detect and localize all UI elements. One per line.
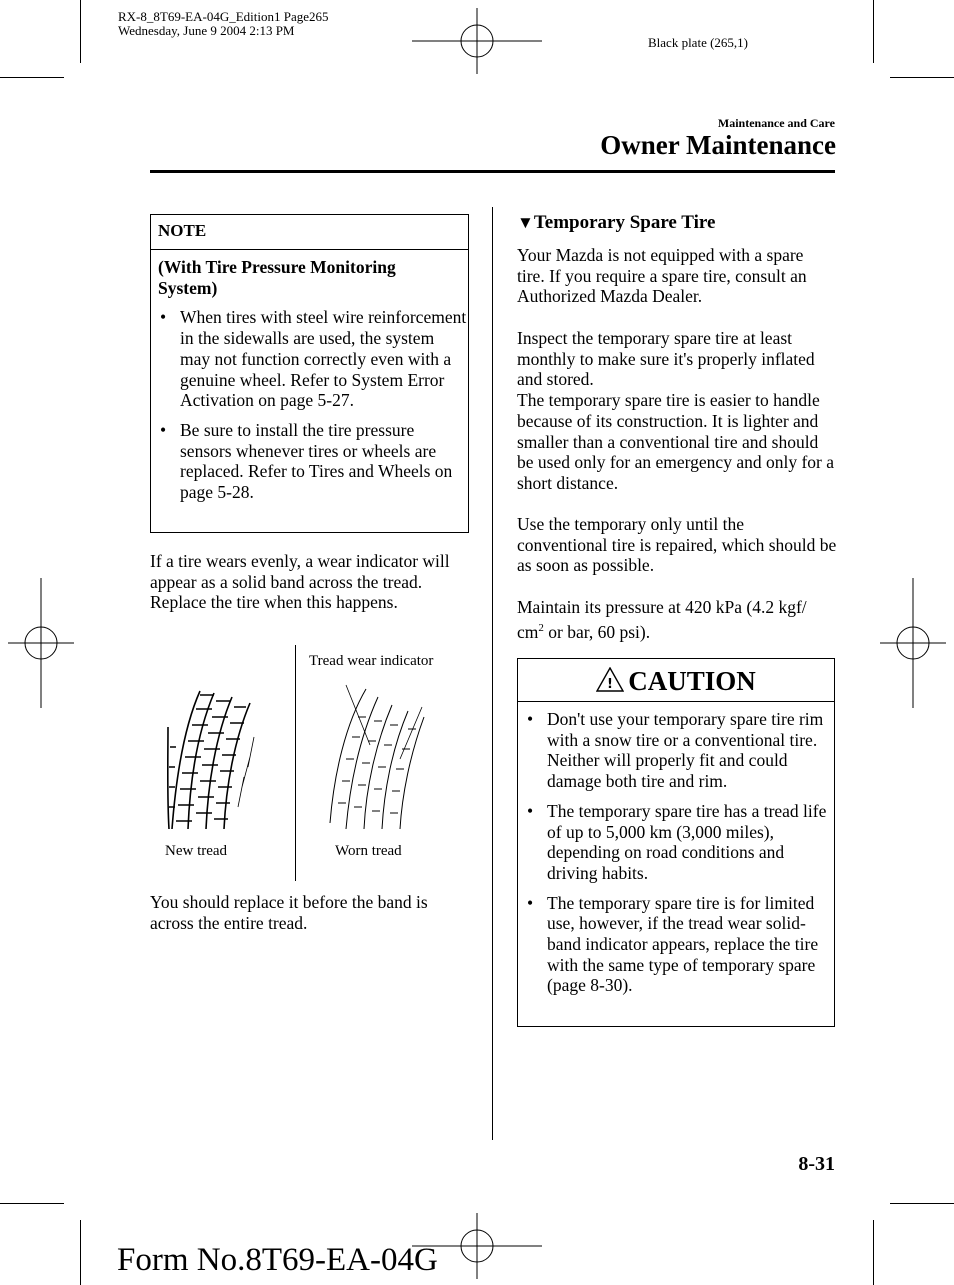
caution-title: CAUTION <box>628 666 756 696</box>
slug-plate: Black plate (265,1) <box>648 35 748 50</box>
note-item-text: When tires with steel wire reinforcement in the sidewalls are used, the system may not function correctly even with a genuine wheel. Refer to System Error Activation on page 5-27. <box>180 307 467 411</box>
body-paragraph <box>150 551 455 613</box>
bullet-icon: • <box>527 892 534 913</box>
spare-tire-paragraph-2 <box>517 328 837 494</box>
subhead-text: Temporary Spare Tire <box>533 212 716 233</box>
bullet-icon: • <box>527 800 534 821</box>
spare-tire-construction-text: The temporary spare tire is easier to handle because of its construction. It is lighter and smaller than a conventional tire and should be used only for an emergency and only for a short distance. <box>517 390 834 493</box>
caution-header <box>518 659 834 702</box>
bullet-icon: • <box>160 419 167 440</box>
caution-item <box>518 893 834 997</box>
crop-mark <box>80 1220 81 1285</box>
tread-figure <box>150 645 470 885</box>
crop-mark <box>890 77 954 78</box>
svg-text:!: ! <box>607 677 614 692</box>
crop-mark <box>80 0 81 63</box>
slug-filename: RX-8_8T69-EA-04G_Edition1 Page265 <box>118 9 329 24</box>
page-title: Owner Maintenance <box>600 130 836 160</box>
column-divider <box>492 207 493 1140</box>
registration-mark-right <box>880 578 946 708</box>
caution-item-text: Don't use your temporary spare tire rim with a snow tire or a conventional tire. Neither will properly fit and could damage both tire and rim. <box>547 709 824 792</box>
note-label: NOTE <box>151 215 468 250</box>
crop-mark <box>873 0 874 63</box>
page-number: 8-31 <box>798 1153 835 1175</box>
worn-tread-drawing <box>326 683 446 833</box>
new-tread-label: New tread <box>165 843 228 859</box>
registration-mark-top <box>412 8 542 74</box>
form-number: Form No.8T69-EA-04G <box>117 1242 438 1278</box>
bullet-icon: • <box>160 307 167 328</box>
crop-mark <box>0 1203 64 1204</box>
registration-mark-left <box>8 578 74 708</box>
caution-item-text: The temporary spare tire is for limited use, however, if the tread wear solid-band indicator appears, replace the tire with the same type of temporary spare (page 8-30). <box>547 892 819 996</box>
pressure-text-post: or bar, 60 psi). <box>543 621 651 642</box>
worn-tread-label: Worn tread <box>335 843 402 859</box>
pressure-text-pre: Maintain its pressure at 420 kPa (4.2 kgf/ cm <box>517 597 807 642</box>
note-list <box>151 307 468 502</box>
caution-list <box>518 709 834 996</box>
caution-item <box>518 801 834 884</box>
crop-mark <box>873 1220 874 1285</box>
caution-item-text: The temporary spare tire has a tread life of up to 5,000 km (3,000 miles), depending on road conditions and driving habits. <box>547 800 827 883</box>
bullet-icon: • <box>527 709 534 729</box>
subhead-temporary-spare-tire <box>517 212 715 234</box>
note-item <box>151 420 468 503</box>
warning-triangle-icon <box>596 667 624 692</box>
spare-tire-paragraph-1: Your Mazda is not equipped with a spare tire. If you require a spare tire, consult an Authorized Mazda Dealer. <box>517 245 807 307</box>
new-tread-drawing <box>162 687 262 832</box>
header-rule <box>150 170 835 173</box>
wear-indicator-text: If a tire wears evenly, a wear indicator will appear as a solid band across the tread. <box>150 551 450 592</box>
spare-tire-paragraph-4 <box>517 597 835 642</box>
crop-mark <box>0 77 64 78</box>
section-label: Maintenance and Care <box>717 116 835 130</box>
pressure-superscript: 2 <box>538 621 544 634</box>
caution-item <box>518 709 834 792</box>
spare-tire-paragraph-3: Use the temporary only until the conventional tire is repaired, which should be as soon as possible. <box>517 514 837 576</box>
slug-timestamp: Wednesday, June 9 2004 2:13 PM <box>118 23 295 38</box>
replace-text: Replace the tire when this happens. <box>150 592 398 613</box>
caution-box <box>517 658 835 1027</box>
triangle-down-icon: ▼ <box>517 213 534 232</box>
note-heading: (With Tire Pressure Monitoring System) <box>158 257 396 298</box>
note-box <box>150 214 469 533</box>
replace-before-text: You should replace it before the band is across the entire tread. <box>150 892 428 933</box>
figure-divider <box>295 645 296 881</box>
crop-mark <box>890 1203 954 1204</box>
note-item-text: Be sure to install the tire pressure sensors whenever tires or wheels are replaced. Refer to Tires and Wheels on page 5-28. <box>180 419 453 503</box>
tread-wear-indicator-label: Tread wear indicator <box>309 653 434 669</box>
note-item <box>151 307 468 411</box>
spare-tire-inspect-text: Inspect the temporary spare tire at least monthly to make sure it's properly inflated and stored. <box>517 328 815 390</box>
